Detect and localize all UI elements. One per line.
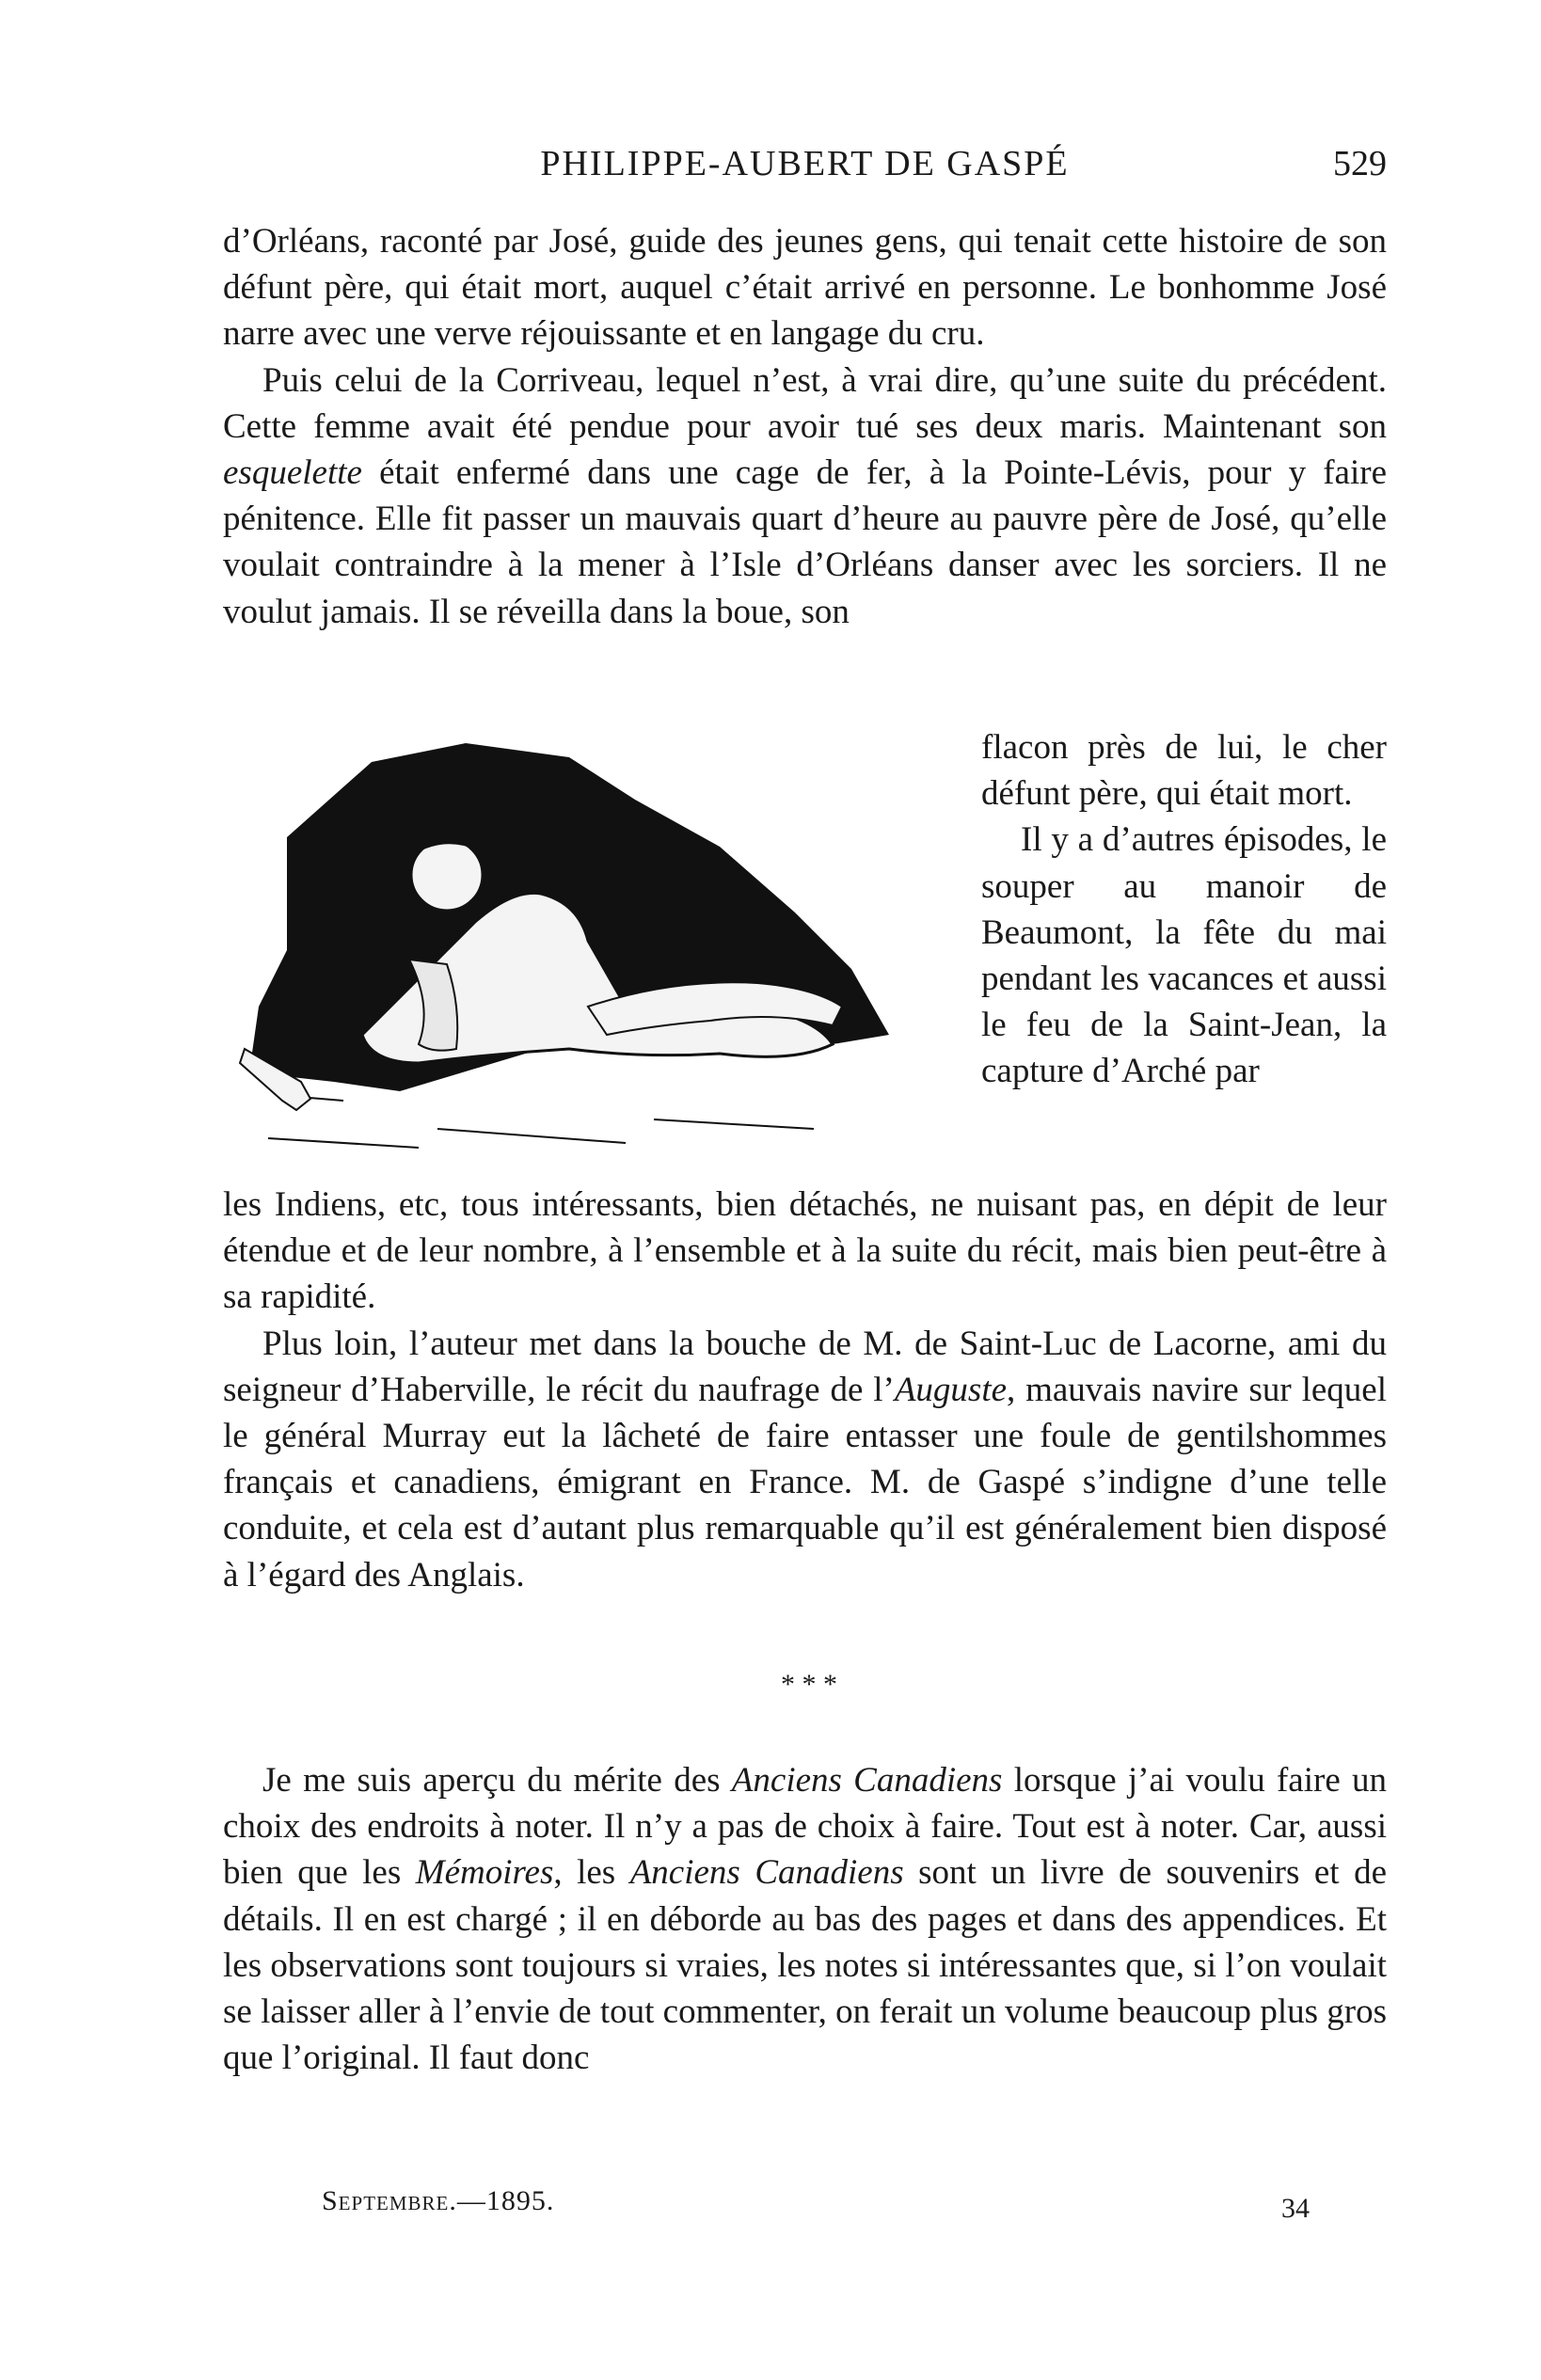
sleeping-man-illustration <box>230 724 974 1166</box>
running-title: PHILIPPE-AUBERT DE GASPÉ <box>540 144 1070 183</box>
italic-term: Anciens Canadiens <box>731 1761 1003 1800</box>
text-wrap-column <box>981 724 1387 1095</box>
paragraph-corriveau <box>223 357 1387 635</box>
paragraph-text: flacon près de lui, le cher défunt père, qui était mort. <box>981 728 1387 814</box>
paragraph-text: était enfermé dans une cage de fer, à la Pointe-Lévis, pour y faire pénitence. Elle fit passer un mauvais quart d’heure au pauvre père de José, qu’elle voulait contraindre à la mener à l’Isle d’Orléans danser avec les sorciers. Il ne voulut jamais. Il se réveilla dans la boue, son <box>223 453 1387 631</box>
section-separator: * * * <box>781 1669 837 1700</box>
paragraph-text: Je me suis aperçu du mérite des <box>262 1761 732 1800</box>
italic-term: Mémoires <box>415 1853 554 1893</box>
text-block-top <box>223 218 1387 635</box>
page-number: 529 <box>1333 144 1387 183</box>
paragraph-text: Puis celui de la Corriveau, lequel n’est, à vrai dire, qu’une suite du précédent. Cette femme avait été pendue pour avoir tué ses deux maris. Maintenant son <box>223 360 1387 446</box>
page-footer <box>322 2185 1310 2223</box>
text-block-bottom <box>223 1757 1387 2081</box>
italic-term: esquelette <box>223 453 362 493</box>
paragraph-episodes: Il y a d’autres épisodes, le souper au manoir de Beaumont, la fête du mai pendant les vacances et aussi le feu de la Saint-Jean, la capture d’Arché par <box>981 820 1387 1091</box>
text-block-middle <box>223 1182 1387 1598</box>
italic-term: Auguste <box>894 1370 1008 1409</box>
paragraph-text: , les <box>553 1853 630 1893</box>
paragraph-text: Plus loin, l’auteur met dans la bouche de M. de Saint-Luc de Lacorne, ami du seigneur d’Haberville, le récit du naufrage de l’ <box>223 1324 1387 1409</box>
paragraph-text: sont un livre de souvenirs et de détails. Il en est chargé ; il en déborde au bas des pages et dans des appendices. Et les observations sont toujours si vraies, les notes si intéressantes que, si l’on voulait se laisser aller à l’envie de tout commenter, on ferait un volume beaucoup plus gros que l’original. Il faut donc <box>223 1853 1388 2078</box>
paragraph-text: lorsque j’ai voulu faire un choix des endroits à noter. Il n’y a pas de choix à faire. Tout est à noter. Car, aussi bien que les <box>223 1761 1388 1893</box>
paragraph-text: , mauvais navire sur lequel le général Murray eut la lâcheté de faire entasser une foule de gentilshommes français et canadiens, émigrant en France. M. de Gaspé s’indigne d’une telle conduite, et cela est d’autant plus remarquable qu’il est généralement bien disposé à l’égard des Anglais. <box>223 1370 1387 1595</box>
paragraph-auguste <box>223 1321 1387 1598</box>
ground-lines <box>268 1096 814 1148</box>
italic-term: Anciens Canadiens <box>629 1853 904 1893</box>
signature-mark: 34 <box>1281 2193 1310 2224</box>
issue-date: Septembre.—1895. <box>322 2185 555 2216</box>
running-header <box>223 143 1387 199</box>
paragraph-continuation: d’Orléans, raconté par José, guide des jeunes gens, qui tenait cette histoire de son défunt père, qui était mort, auquel c’était arrivé en personne. Le bonhomme José narre avec une verve réjouissante et en langage du cru. <box>223 222 1387 354</box>
paragraph-continuation: les Indiens, etc, tous intéressants, bien détachés, ne nuisant pas, en dépit de leur étendue et de leur nombre, à l’ensemble et à la suite du récit, mais bien peut-être à sa rapidité. <box>223 1185 1387 1317</box>
paragraph-anciens-canadiens <box>223 1757 1387 2081</box>
